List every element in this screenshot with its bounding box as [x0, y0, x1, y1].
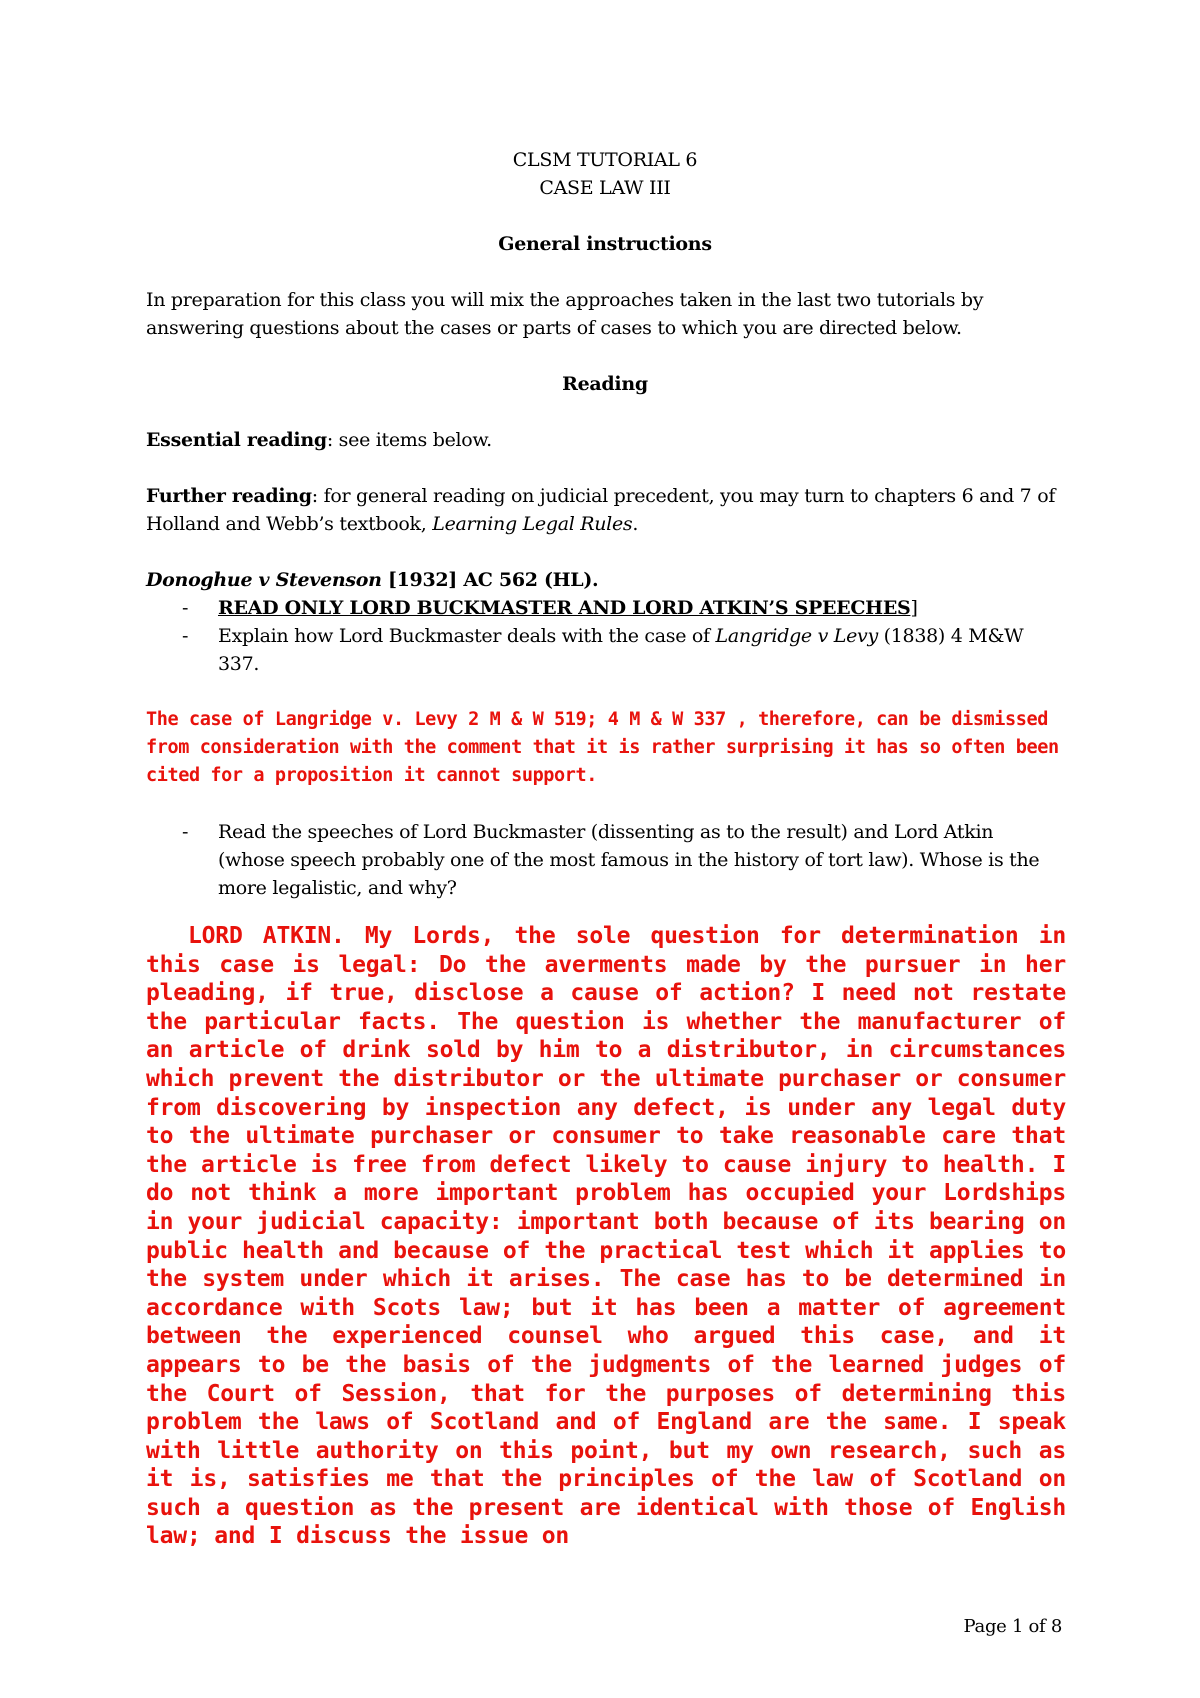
- read-only-instruction: READ ONLY LORD BUCKMASTER AND LORD ATKIN’S SPEECHES: [218, 597, 911, 619]
- lord-atkin-speech: LORD ATKIN. My Lords, the sole question for determination in this case is legal: Do the averments made by the pursuer in her pleading, if true, disclose a cause of action? I need not restate the particular facts. The question is whether the manufacturer of an article of drink sold by him to a distributor, in circumstances which prevent the distributor or the ultimate purchaser or consumer from discovering by inspection any defect, is under any legal duty to the ultimate purchaser or consumer to take reasonable care that the article is free from defect likely to cause injury to health. I do not think a more important problem has occupied your Lordships in your judicial capacity: important both because of its bearing on public health and because of the practical test which it applies to the system under which it arises. The case has to be determined in accordance with Scots law; but it has been a matter of agreement between the experienced counsel who argued this case, and it appears to be the basis of the judgments of the learned judges of the Court of Session, that for the purposes of determining this problem the laws of Scotland and of England are the same. I speak with little authority on this point, but my own research, such as it is, satisfies me that the principles of the law of Scotland on such a question as the present are identical with those of English law; and I discuss the issue on: [146, 923, 1066, 1550]
- answer-langridge: The case of Langridge v. Levy 2 M & W 519; 4 M & W 337 , therefore, can be dismissed from consideration with the comment that it is rather surprising it has so often been cited for a proposition it cannot support.: [146, 709, 1059, 786]
- case-instructions-list: [146, 594, 1064, 678]
- essential-reading-paragraph: [146, 426, 1064, 454]
- document-subtitle: CASE LAW III: [539, 177, 671, 199]
- list-item: - READ ONLY LORD BUCKMASTER AND LORD ATKIN’S SPEECHES]: [182, 597, 918, 619]
- langridge-case-name: Langridge v Levy: [715, 625, 878, 647]
- case-name: Donoghue v Stevenson: [146, 569, 382, 591]
- intro-paragraph: In preparation for this class you will mix the approaches taken in the last two tutorials by answering questions about the cases or parts of cases to which you are directed below.: [146, 289, 984, 339]
- list-item: - Explain how Lord Buckmaster deals with the case of Langridge v Levy (1838) 4 M&W 337.: [182, 625, 1024, 675]
- case-instructions-list-2: [146, 818, 1064, 902]
- page-number: Page 1 of 8: [963, 1616, 1062, 1637]
- essential-reading-label: Essential reading: [146, 429, 327, 451]
- case-heading: [146, 566, 1064, 594]
- further-reading-paragraph: Further reading: for general reading on judicial precedent, you may turn to chapters 6 and 7 of Holland and Webb’s textbook, Learning Legal Rules.: [146, 485, 1056, 535]
- document-body: [146, 146, 1064, 1551]
- further-reading-text: : for general reading on judicial precedent, you may turn to chapters 6 and 7 of Holland and Webb’s textbook,: [146, 485, 1056, 535]
- further-reading-book: Learning Legal Rules: [432, 513, 633, 535]
- section-heading-general: General instructions: [498, 233, 712, 255]
- case-citation: [1932] AC 562 (HL).: [381, 569, 599, 591]
- essential-reading-text: : see items below.: [326, 429, 492, 451]
- further-reading-label: Further reading: [146, 485, 312, 507]
- document-title: CLSM TUTORIAL 6: [512, 149, 698, 171]
- section-heading-reading: Reading: [562, 373, 648, 395]
- list-item: - Read the speeches of Lord Buckmaster (dissenting as to the result) and Lord Atkin (whose speech probably one of the most famous in the history of tort law). Whose is the more legalistic, and why?: [182, 821, 1040, 899]
